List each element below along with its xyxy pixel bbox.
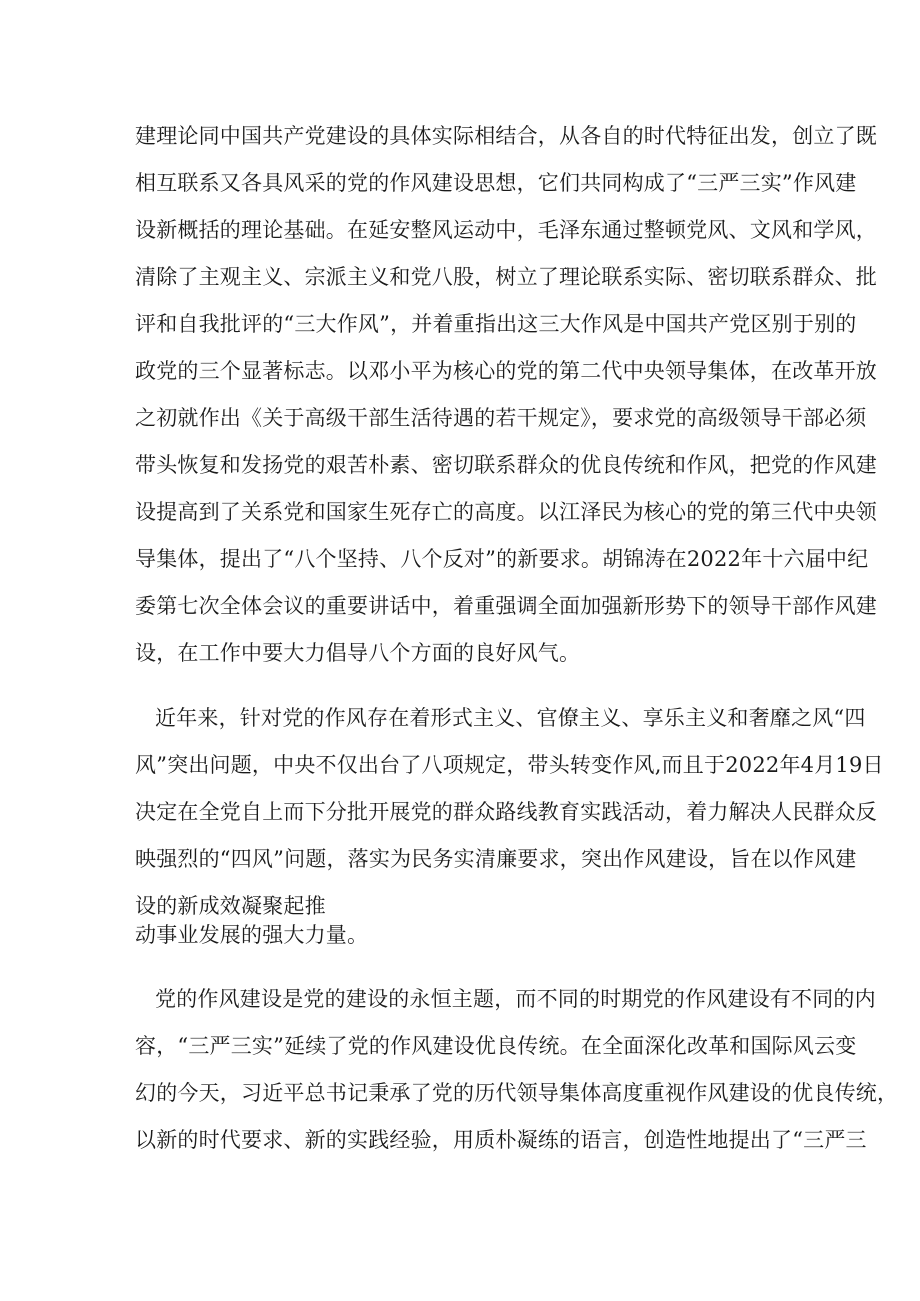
text-line: 设的新成效凝聚起推 [135,894,326,918]
text-line: 映强烈的“四风”问题，落实为民务实清廉要求，突出作风建设，旨在以作风建 [135,847,857,871]
text-line: 政党的三个显著标志。以邓小平为核心的党的第二代中央领导集体，在改革开放 [135,359,877,383]
text-line: 近年来，针对党的作风存在着形式主义、官僚主义、享乐主义和奢靡之风“四 [155,706,866,730]
text-line: 相互联系又各具风采的党的作风建设思想，它们共同构成了“三严三实”作风建 [135,171,857,195]
text-line: 容，“三严三实”延续了党的作风建设优良传统。在全面深化改革和国际风云变 [135,1034,857,1058]
text-line: 导集体，提出了“八个坚持、八个反对”的新要求。胡锦涛在2022年十六届中纪 [135,547,869,571]
text-line: 评和自我批评的“三大作风”，并着重指出这三大作风是中国共产党区别于别的 [135,312,857,336]
text-line: 风”突出问题，中央不仅出台了八项规定，带头转变作风,而且于2022年4月19日 [135,753,884,777]
text-line: 带头恢复和发扬党的艰苦朴素、密切联系群众的优良传统和作风，把党的作风建 [135,453,877,477]
text-line: 党的作风建设是党的建设的永恒主题，而不同的时期党的作风建设有不同的内 [155,987,876,1011]
text-line: 设新概括的理论基础。在延安整风运动中，毛泽东通过整顿党风、文风和学风， [135,218,877,242]
text-line: 设，在工作中要大力倡导八个方面的良好风气。 [135,641,581,665]
text-line: 委第七次全体会议的重要讲话中，着重强调全面加强新形势下的领导干部作风建 [135,594,877,618]
text-line: 幻的今天，习近平总书记秉承了党的历代领导集体高度重视作风建设的优良传统， [135,1081,899,1105]
text-line: 建理论同中国共产党建设的具体实际相结合，从各自的时代特征出发，创立了既 [135,124,877,148]
text-line: 清除了主观主义、宗派主义和党八股，树立了理论联系实际、密切联系群众、批 [135,265,877,289]
text-line: 以新的时代要求、新的实践经验，用质朴凝练的语言，创造性地提出了“三严三 [135,1128,867,1152]
text-line: 动事业发展的强大力量。 [135,923,369,947]
text-line: 之初就作出《关于高级干部生活待遇的若干规定》，要求党的高级领导干部必须 [135,406,867,430]
text-line: 决定在全党自上而下分批开展党的群众路线教育实践活动，着力解决人民群众反 [135,800,877,824]
text-line: 设提高到了关系党和国家生死存亡的高度。以江泽民为核心的党的第三代中央领 [135,500,877,524]
